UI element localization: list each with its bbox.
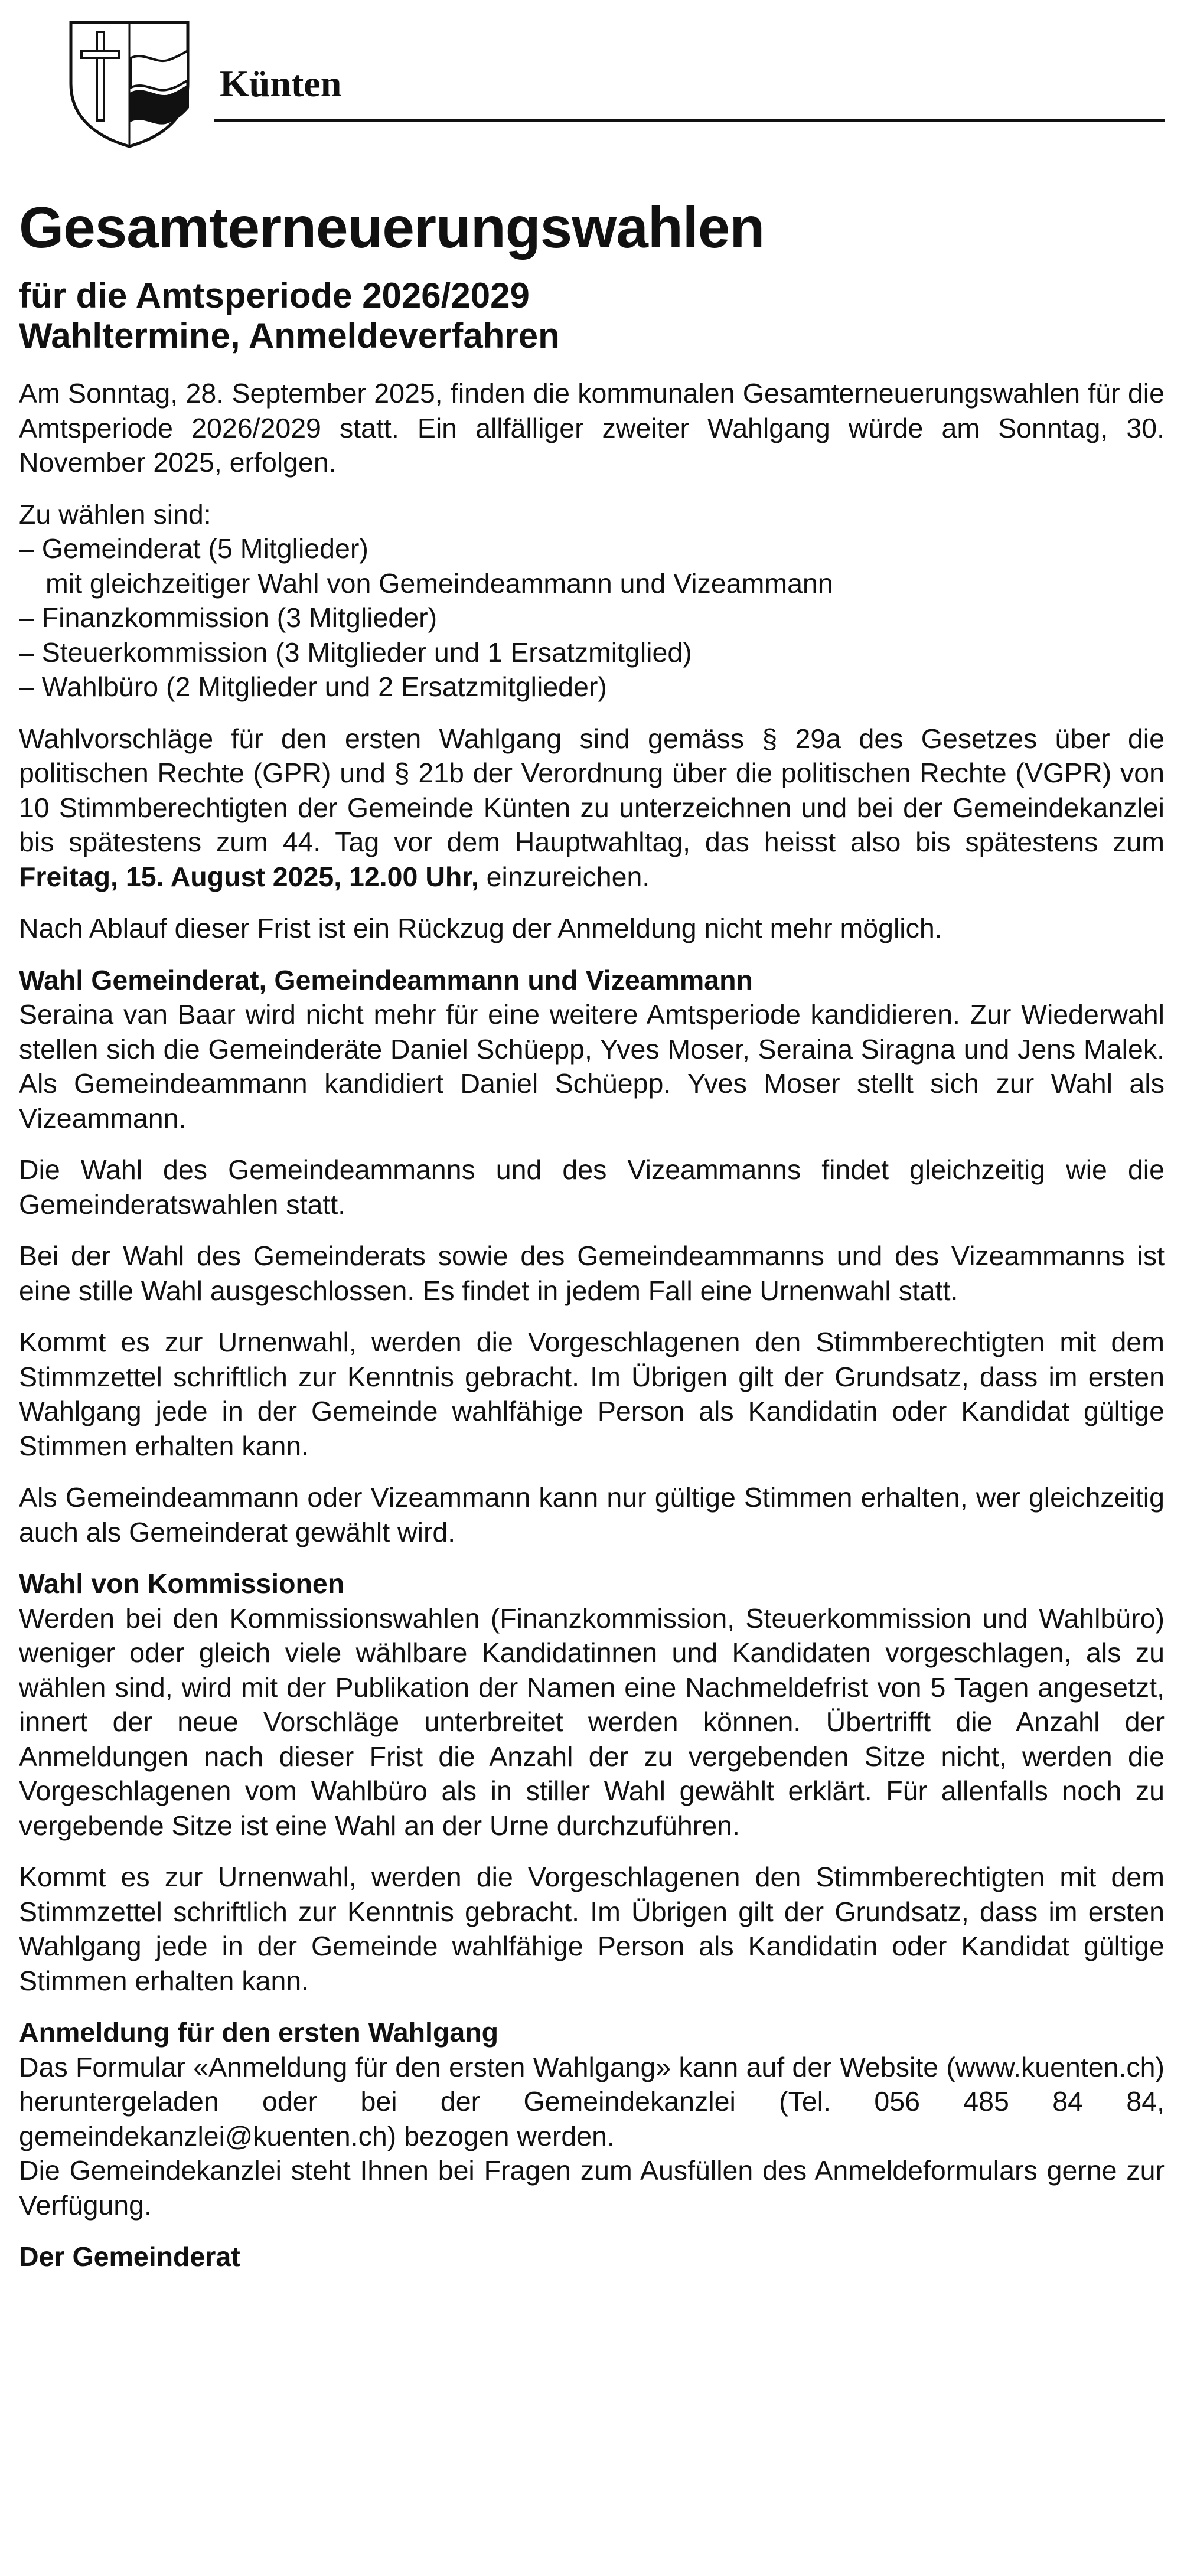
commissions-paragraph: Kommt es zur Urnenwahl, werden die Vorgeschlagenen den Stimmberechtigten mit dem Stimmzettel schriftlich zur Kenntnis gebracht. Im Übrigen gilt der Grundsatz, dass im ersten Wahlgang jede in der Gemeinde wahlfähige Person als Kandidatin oder Kandidat gültige Stimmen erhalten kann.	[19, 1862, 1165, 1996]
header	[19, 14, 1165, 153]
list-item: mit gleichzeitiger Wahl von Gemeindeammann und Vizeammann	[45, 567, 833, 599]
to-elect-heading: Zu wählen sind:	[19, 498, 211, 530]
intro-paragraph: Am Sonntag, 28. September 2025, finden die kommunalen Gesamterneuerungswahlen für die Amtsperiode 2026/2029 statt. Ein allfälliger zweiter Wahlgang würde am Sonntag, 30. November 2025, erfolgen.	[19, 378, 1165, 478]
council-paragraph: Als Gemeindeammann oder Vizeammann kann nur gültige Stimmen erhalten, wer gleichzeitig auch als Gemeinderat gewählt wird.	[19, 1482, 1165, 1547]
council-paragraph: Bei der Wahl des Gemeinderats sowie des Gemeindeammanns und des Vizeammanns ist eine stille Wahl ausgeschlossen. Es findet in jedem Fall eine Urnenwahl statt.	[19, 1240, 1165, 1306]
registration-paragraph: Das Formular «Anmeldung für den ersten Wahlgang» kann auf der Website (www.kuenten.ch) heruntergeladen oder bei der Gemeindekanzlei (Tel. 056 485 84 84, gemeindekanzlei@kuenten.ch) bezogen werden.	[19, 2051, 1165, 2151]
proposals-paragraph	[19, 721, 1165, 894]
list-item: – Steuerkommission (3 Mitglieder und 1 Ersatzmitglied)	[19, 636, 692, 668]
subtitle	[19, 276, 1165, 356]
subtitle-line-1: für die Amtsperiode 2026/2029	[19, 276, 530, 315]
section-heading-council: Wahl Gemeinderat, Gemeindeammann und Vizeammann	[19, 964, 753, 995]
page-title: Gesamterneuerungswahlen	[19, 195, 765, 260]
list-item: – Wahlbüro (2 Mitglieder und 2 Ersatzmitglieder)	[19, 671, 607, 702]
council-paragraph: Seraina van Baar wird nicht mehr für eine weitere Amtsperiode kandidieren. Zur Wiederwahl stellen sich die Gemeinderäte Daniel Schüepp, Yves Moser, Seraina Siragna und Jens Malek. Als Gemeindeammann kandidiert Daniel Schüepp. Yves Moser stellt sich zur Wahl als Vizeammann.	[19, 999, 1165, 1134]
list-item: – Finanzkommission (3 Mitglieder)	[19, 602, 438, 633]
municipality-name: Künten	[220, 63, 342, 105]
commissions-paragraph: Werden bei den Kommissionswahlen (Finanzkommission, Steuerkommission und Wahlbüro) weniger oder gleich viele wählbare Kandidatinnen und Kandidaten vorgeschlagen, als zu wählen sind, wird mit der Publikation der Namen eine Nachmeldefrist von 5 Tagen angesetzt, innert der neue Vorschläge unterbreitet werden können. Übertrifft die Anzahl der Anmeldungen nach dieser Frist die Anzahl der zu vergebenden Sitze nicht, werden die Vorgeschlagenen vom Wahlbüro als in stiller Wahl gewählt erklärt. Für allenfalls noch zu vergebende Sitze ist eine Wahl an der Urne durchzuführen.	[19, 1602, 1165, 1841]
submission-deadline: Freitag, 15. August 2025, 12.00 Uhr,	[19, 861, 479, 892]
section-heading-registration: Anmeldung für den ersten Wahlgang	[19, 2017, 499, 2048]
to-elect-list	[19, 497, 1165, 704]
subtitle-line-2: Wahltermine, Anmeldeverfahren	[19, 316, 560, 355]
header-divider	[214, 119, 1165, 122]
signature: Der Gemeinderat	[19, 2241, 240, 2272]
council-section-intro	[19, 963, 1165, 1136]
section-heading-commissions: Wahl von Kommissionen	[19, 1568, 345, 1599]
municipal-crest-cross-flag-icon	[67, 19, 191, 149]
council-paragraph: Kommt es zur Urnenwahl, werden die Vorgeschlagenen den Stimmberechtigten mit dem Stimmzettel schriftlich zur Kenntnis gebracht. Im Übrigen gilt der Grundsatz, dass im ersten Wahlgang jede in der Gemeinde wahlfähige Person als Kandidatin oder Kandidat gültige Stimmen erhalten kann.	[19, 1327, 1165, 1461]
proposals-text-end: einzureichen.	[478, 861, 650, 892]
list-item: – Gemeinderat (5 Mitglieder)	[19, 533, 368, 564]
commissions-section-intro	[19, 1566, 1165, 1843]
council-paragraph: Die Wahl des Gemeindeammanns und des Vizeammanns findet gleichzeitig wie die Gemeinderatswahlen statt.	[19, 1154, 1165, 1220]
notice-page	[19, 14, 1165, 2274]
notice-body	[19, 376, 1165, 2274]
registration-section	[19, 2015, 1165, 2222]
withdrawal-paragraph: Nach Ablauf dieser Frist ist ein Rückzug der Anmeldung nicht mehr möglich.	[19, 913, 942, 943]
registration-paragraph: Die Gemeindekanzlei steht Ihnen bei Fragen zum Ausfüllen des Anmeldeformulars gerne zur Verfügung.	[19, 2155, 1165, 2221]
proposals-text: Wahlvorschläge für den ersten Wahlgang sind gemäss § 29a des Gesetzes über die politischen Rechte (GPR) und § 21b der Verordnung über die politischen Rechte (VGPR) von 10 Stimmberechtigten der Gemeinde Künten zu unterzeichnen und bei der Gemeindekanzlei bis spätestens zum 44. Tag vor dem Hauptwahltag, das heisst also bis spätestens zum	[19, 723, 1165, 857]
